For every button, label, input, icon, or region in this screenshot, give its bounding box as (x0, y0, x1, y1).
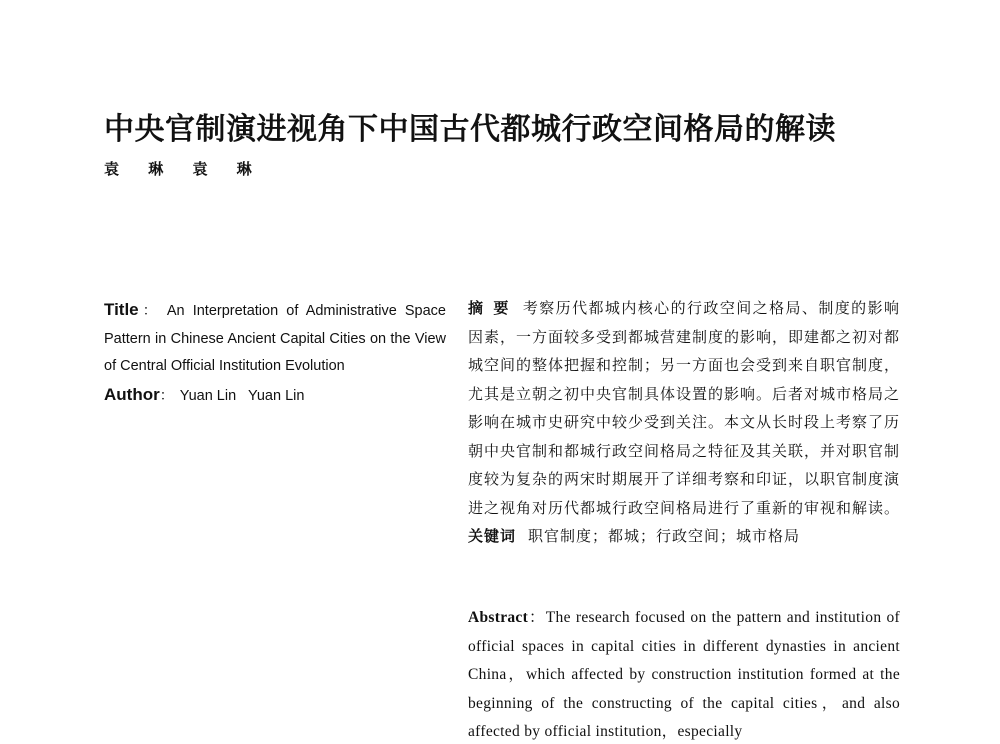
english-abstract-colon: ： (528, 609, 546, 626)
chinese-keywords-label: 关键词 (468, 527, 517, 545)
english-author-text: Yuan Lin Yuan Lin (179, 387, 305, 404)
english-author-label: Author (104, 384, 160, 404)
english-author-colon: ： (159, 386, 174, 403)
chinese-abstract-text: 考察历代都城内核心的行政空间之格局、制度的影响因素，一方面较多受到都城营建制度的影响，即建都之初对都城空间的整体把握和控制；另一方面也会受到来自职官制度，尤其是立朝之初中央官制具体设置的影响。后者对城市格局之影响在城市史研究中较少受到关注。本文从长时段上考察了历朝中央官制和都城行政空间格局之特征及其关联，并对职官制度较为复杂的两宋时期展开了详细考察和印证，以职官制度演进之视角对历代都城行政空间格局进行了重新的审视和解读。 (468, 299, 901, 517)
english-title-label: Title (104, 300, 139, 319)
english-title-block (104, 296, 446, 381)
english-abstract (468, 604, 900, 744)
chinese-keywords (468, 522, 900, 551)
english-title-text: An Interpretation of Administrative Space Pattern in Chinese Ancient Capital Cities on the View of Central Official Institution Evolution (104, 303, 446, 374)
chinese-abstract-column (468, 294, 900, 551)
paper-title: 中央官制演进视角下中国古代都城行政空间格局的解读 (104, 112, 836, 147)
english-metadata (104, 296, 446, 410)
chinese-keywords-text: 职官制度；都城；行政空间；城市格局 (528, 527, 801, 545)
chinese-abstract-label: 摘要 (468, 299, 519, 317)
authors-chinese: 袁 琳 袁 琳 (104, 160, 264, 178)
english-abstract-label: Abstract (468, 609, 529, 626)
english-author-block (104, 381, 446, 411)
english-title-colon: ： (138, 302, 161, 318)
chinese-abstract (468, 294, 900, 522)
english-abstract-text: The research focused on the pattern and institution of official spaces in capital cities in different dynasties in ancient China，which affected by construction institution formed at the beginning of the constructing of the capital cities，and also affected by official institution，especially (468, 609, 900, 740)
